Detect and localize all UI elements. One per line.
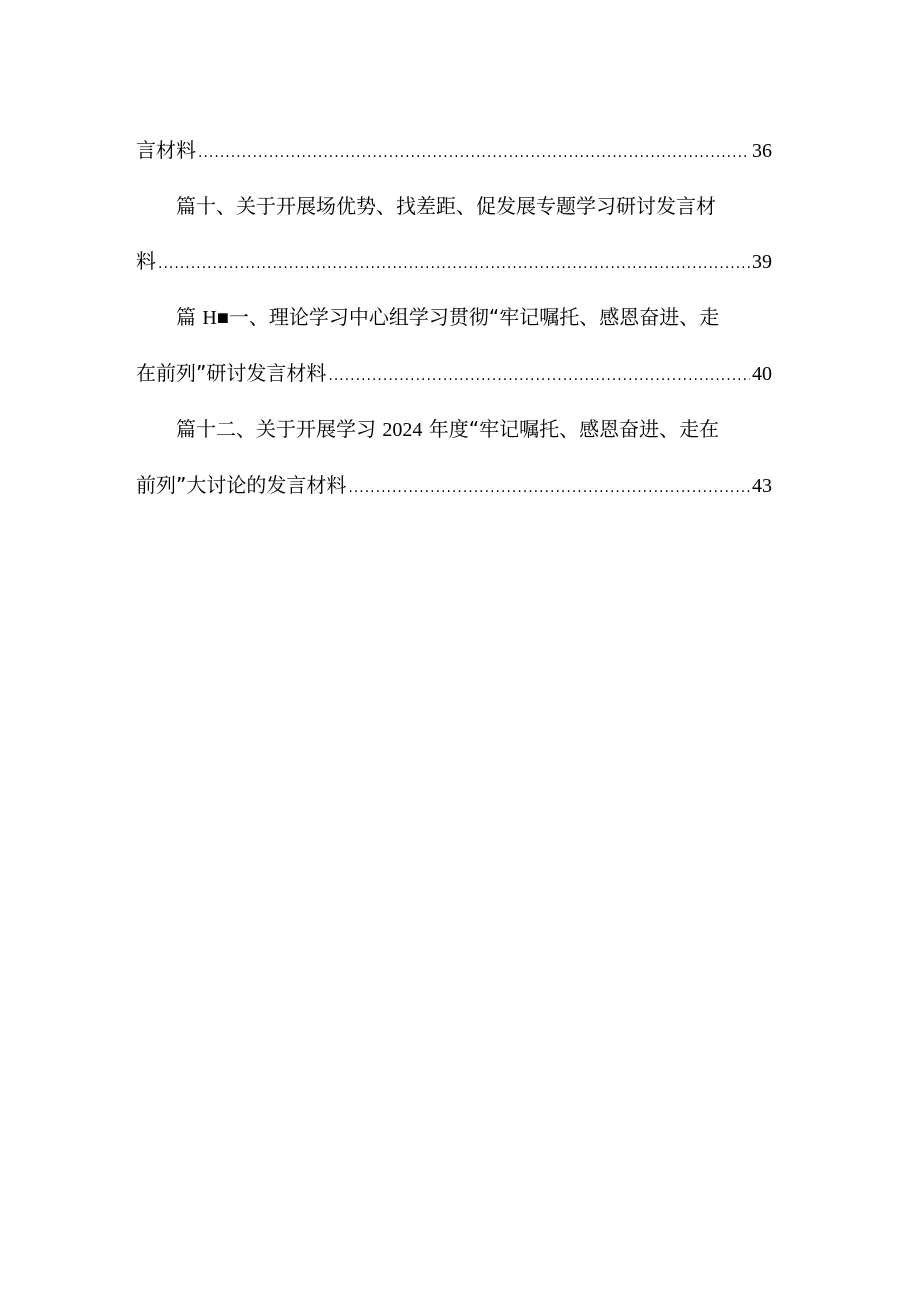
toc-entry-9-continuation[interactable]: [136, 134, 772, 166]
toc-entry-title: 料: [136, 249, 156, 273]
toc-entry-title: 篇十、关于开展场优势、找差距、促发展专题学习研讨发言材: [176, 194, 716, 218]
dot-leader: [158, 248, 750, 280]
toc-page-number: 39: [752, 251, 772, 273]
toc-entry-title-prefix: 篇: [176, 305, 203, 329]
dot-leader: [328, 360, 750, 392]
toc-page-number: 36: [752, 140, 772, 162]
toc-entry-10-title[interactable]: [136, 190, 772, 222]
toc-entry-title: 一、理论学习中心组学习贯彻“牢记嘱托、感恩奋进、走: [228, 305, 720, 329]
toc-entry-12-title[interactable]: [136, 413, 772, 445]
toc-entry-11-title[interactable]: [136, 301, 772, 333]
dot-leader: [348, 472, 750, 504]
toc-entry-12-continuation[interactable]: [136, 469, 772, 501]
toc-page-number: 43: [752, 475, 772, 497]
toc-entry-title-year: 2024: [382, 419, 423, 441]
toc-entry-title: 年度“牢记嘱托、感恩奋进、走在: [422, 417, 720, 441]
toc-entry-title-prefix: 篇十二、关于开展学习: [176, 417, 383, 441]
toc-entry-title-garbled: H■: [202, 307, 229, 329]
toc-entry-title: 前列”大讨论的发言材料: [136, 473, 347, 497]
toc-entry-11-continuation[interactable]: [136, 357, 772, 389]
toc-entry-10-continuation[interactable]: [136, 245, 772, 277]
toc-page-number: 40: [752, 363, 772, 385]
toc-entry-title: 在前列”研讨发言材料: [136, 361, 327, 385]
toc-entry-title: 言材料: [136, 138, 196, 162]
dot-leader: [198, 137, 750, 169]
